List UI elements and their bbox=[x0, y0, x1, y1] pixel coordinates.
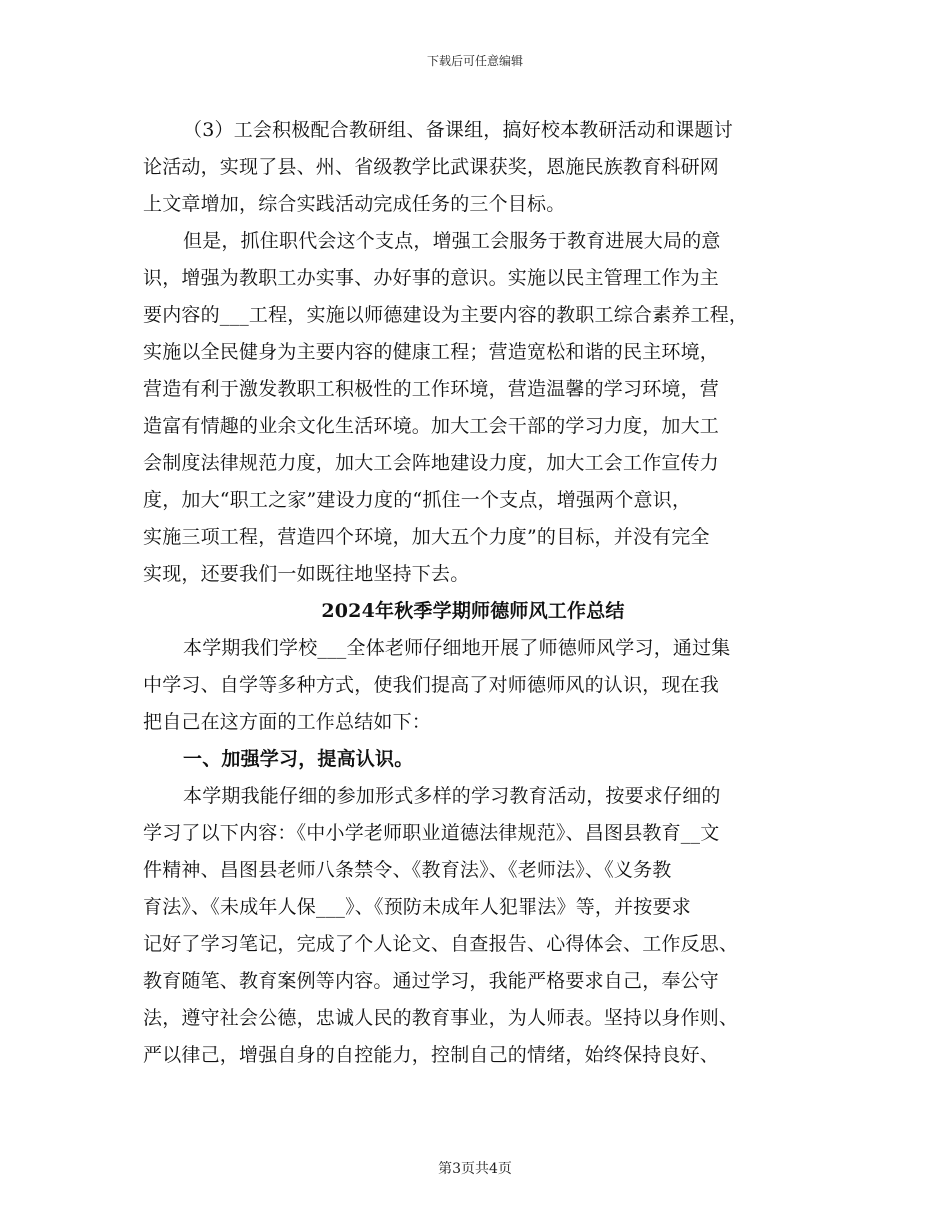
paragraph-line: 学习了以下内容：《中小学老师职业道德法律规范》、昌图县教育__文 bbox=[143, 822, 720, 844]
paragraph-line: 会制度法律规范力度，加大工会阵地建设力度，加大工会工作宣传力 bbox=[143, 452, 720, 474]
paragraph-line: 但是，抓住职代会这个支点，增强工会服务于教育进展大局的意 bbox=[183, 230, 721, 252]
page-header: 下载后可任意编辑 bbox=[426, 54, 523, 68]
subheading: 一、加强学习，提高认识。 bbox=[183, 748, 414, 770]
paragraph-line: 度，加大“职工之家”建设力度的“抓住一个支点，增强两个意识， bbox=[143, 489, 692, 511]
paragraph-line: 中学习、自学等多种方式，使我们提高了对师德师风的认识，现在我 bbox=[143, 674, 720, 696]
paragraph-line: 实现，还要我们一如既往地坚持下去。 bbox=[143, 563, 470, 585]
paragraph-line: 论活动，实现了县、州、省级教学比武课获奖，恩施民族教育科研网 bbox=[143, 156, 720, 178]
paragraph-line: 要内容的___工程，实施以师德建设为主要内容的教职工综合素养工程， bbox=[143, 304, 749, 326]
paragraph-line: 本学期我们学校___全体老师仔细地开展了师德师风学习，通过集 bbox=[183, 637, 731, 659]
paragraph-line: 严以律己，增强自身的自控能力，控制自己的情绪，始终保持良好、 bbox=[143, 1044, 720, 1066]
paragraph-line: 记好了学习笔记，完成了个人论文、自查报告、心得体会、工作反思、 bbox=[143, 933, 739, 955]
paragraph-line: 法，遵守社会公德，忠诚人民的教育事业，为人师表。坚持以身作则、 bbox=[143, 1007, 739, 1029]
paragraph-line: 实施三项工程，营造四个环境，加大五个力度”的目标，并没有完全 bbox=[143, 526, 710, 548]
paragraph-line: 实施以全民健身为主要内容的健康工程；营造宽松和谐的民主环境， bbox=[143, 341, 720, 363]
paragraph-line: （3）工会积极配合教研组、备课组，搞好校本教研活动和课题讨 bbox=[183, 119, 733, 141]
paragraph-line: 把自己在这方面的工作总结如下： bbox=[143, 711, 432, 733]
paragraph-line: 件精神、昌图县老师八条禁令、《教育法》、《老师法》、《义务教 bbox=[143, 859, 672, 881]
paragraph-line: 识，增强为教职工办实事、办好事的意识。实施以民主管理工作为主 bbox=[143, 267, 720, 289]
section-title: 2024年秋季学期师德师风工作总结 bbox=[321, 600, 625, 622]
paragraph-line: 营造有利于激发教职工积极性的工作环境，营造温馨的学习环境，营 bbox=[143, 378, 720, 400]
paragraph-line: 本学期我能仔细的参加形式多样的学习教育活动，按要求仔细的 bbox=[183, 785, 721, 807]
paragraph-line: 教育随笔、教育案例等内容。通过学习，我能严格要求自己，奉公守 bbox=[143, 970, 720, 992]
document-body bbox=[143, 112, 823, 1074]
paragraph-line: 育法》、《未成年人保___》、《预防未成年人犯罪法》等，并按要求 bbox=[143, 896, 691, 918]
paragraph-line: 造富有情趣的业余文化生活环境。加大工会干部的学习力度，加大工 bbox=[143, 415, 720, 437]
paragraph-line: 上文章增加，综合实践活动完成任务的三个目标。 bbox=[143, 193, 566, 215]
page-number: 第3页共4页 bbox=[438, 1161, 512, 1177]
